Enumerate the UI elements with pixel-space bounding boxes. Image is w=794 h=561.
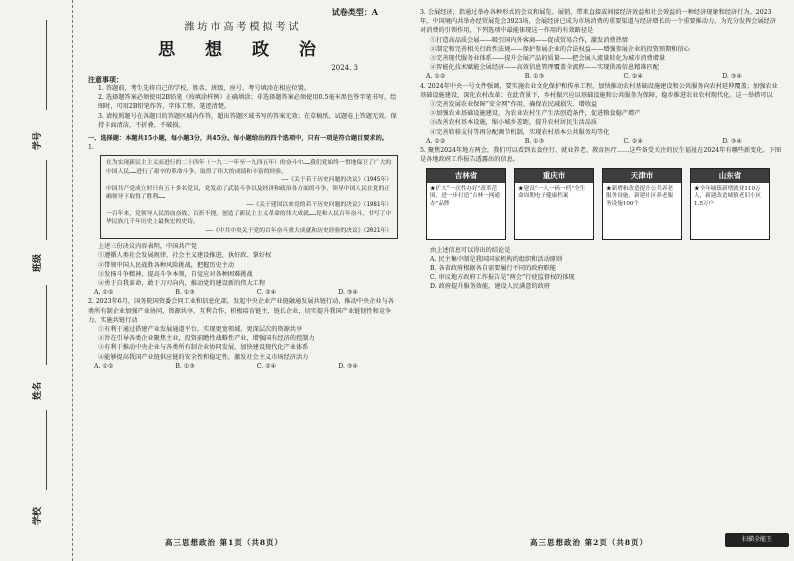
choice-c: C. ②④ [623,137,643,145]
statement: ②制定和完善相关行政性法规——保护参展企业的合法权益——增强参展企业的投资预期和信心 [430,45,690,53]
question-number: 3. [420,9,426,16]
quote-box [100,155,398,239]
choice-b: B. 各省政府根据各自需要履行不同的政府职能 [430,265,557,273]
choice-d: D. ③④ [722,73,742,81]
choice-b: B. ①③ [524,73,545,81]
quote-source: ——《关于建国以来党的若干历史问题的决议》（1981年） [246,202,392,209]
statement: ①完善发展农业保障“安全网”作用，确保农民减损失、增收益 [430,101,598,109]
question-stem [420,8,782,36]
card-text: ★新增和改造提升公共养老服务设施，新建社区养老服务设施100个 [606,185,674,208]
id-line [46,20,47,110]
statement: ①打造高品质会展——吸引国内外客商——促成贸易合作，激发消费热情 [430,36,628,44]
left-page [88,8,398,371]
card-title: 吉林省 [427,169,505,182]
statement: ④完善转移支付等再分配调节机制，实现农村基本公共服务均等化 [430,128,610,136]
question-stem: 由上述信息可以得出的结论是 [430,246,511,254]
answer-choices [88,288,398,297]
choice-d: D. ③④ [338,289,358,297]
statement: ③改善农村基本设施，缩小城乡差距，提升农村居民生活品质 [430,119,598,127]
class-line [46,160,47,240]
note-item: 3. 请按照题号在各题目的答题区域内作答，超出答题区域书写的答案无效；在草稿纸、试题卷上答题无效。保持卡面清洁，不折叠、不破损。 [98,112,397,129]
question-number: 1. [88,144,94,152]
section-title: 一、选择题：本题共15小题，每小题3分，共45分。每小题给出的四个选项中，只有一项是符合题目要求的。 [88,135,388,143]
choice-a: A. 民主集中制是我国国家机构的组织和活动原则 [430,255,563,263]
name-line [46,285,47,365]
choice-d: D. ③④ [338,362,358,370]
card-text: ★全年城镇新增就业110万人，新建改造城镇老旧小区1.5万户 [694,185,762,208]
statement: ②旨在引导各类企业聚焦主业，投资前瞻性战略性产业，增强国有经济的控制力 [98,335,315,343]
statement: ②加强农业基础设施建设，为农业农村生产生活创造条件，促进粮食稳产增产 [430,110,641,118]
choice-b: B. ①③ [175,362,195,370]
notes-title: 注意事项： [88,74,123,84]
statement: ①遵循人类社会发展规律，社会主义建设推进，执好政、掌好权 [98,252,272,260]
paper-type: 试卷类型：A [331,7,378,17]
exam-name: 潍坊市高考模拟考试 [184,22,302,34]
exam-date: 2024. 3 [331,63,358,72]
statement: ③完善现代服务业体系——提升会展产品的质量——把会展人流量转化为城市消费增量 [430,55,666,63]
name-label: 姓名 [33,381,43,400]
choice-c: C. ②④ [256,362,277,370]
subject-title: 思 想 政 治 [158,40,328,61]
choice-a: A. ①② [94,289,114,297]
choice-b: B. ①③ [524,137,545,145]
statement: ③有利于推动中央企业与各类所有制企业协同发展，加快建设现代化产业体系 [98,344,309,352]
question-number: 2. [88,298,94,306]
card-text: ★建设“一人一码一档”全生命周期电子健康档案 [518,185,586,200]
quote-source: ——《中共中央关于党的百年奋斗重大成就和历史经验的决议》（2021年） [205,227,392,234]
quote-text: 在为实现新民主主义而进行的二十四年（一九二一年至一九四五年）的奋斗中……我们党始终一贯地保卫了广大的中国人民……进行了艰辛的革命斗争，取得了伟大的成绩和丰富的经验。 [106,160,392,175]
card-title: 天津市 [603,169,681,182]
question-stem [88,297,398,325]
quote-source: ——《关于若干历史问题的决议》（1945年） [281,177,392,184]
card-title: 重庆市 [515,169,593,182]
statement: ③发扬斗争精神，提高斗争本领，自觉应对各种困难挑战 [98,270,253,278]
statement: ②带领中国人民战胜各种风险挑战，把握历史主动 [98,261,235,269]
question-text: 2023年6月，国务院国资委会同工业和信息化部，发起中央企业产业链融通发展共链行动，推动中央企业与各类所有制企业加强产业协同、资源共享、互利合作，积极培育链主、链长企业，切实提升我国产业链韧性和竞争力。实施共链行动 [88,298,394,324]
answer-choices [420,137,782,146]
question-text: 2024年中央一号文件强调，要实施农业文化保护和传承工程，加快推动农村基础设施建设和公共服务向农村延伸覆盖；加强农业基础设施建设，深化农村改革；在此背景下，乡村振兴应以基础设施和公共服务为保障，稳步推进农业农村现代化。这一举措可以 [420,82,778,99]
right-page [420,8,782,292]
choice-a: A. ①② [426,73,446,81]
card-title: 山东省 [691,169,769,182]
scanner-watermark: 扫描全能王 [725,533,789,547]
province-card [514,168,594,239]
province-cards [426,168,782,239]
quote-text: 中国共产党成立时只有五十多名党员，党发动了武装斗争以及经济和政治各方面的斗争，领导中国人民在党的正确领导下取得了胜利…… [106,185,391,201]
card-text: ★扩大“一次性办好”改革范围，进一步打造“吉林一网通办”品牌 [430,185,500,208]
question-number: 5. [420,147,426,155]
province-card [426,168,506,239]
note-item: 2. 选择题答案必须使用2B铅笔（按填涂样例）正确填涂；非选择题答案必须使用0.5毫米黑色签字笔书写，绘图时，可用2B铅笔作答，字体工整、笔迹清楚。 [98,94,397,111]
school-label: 学校 [33,506,43,525]
page-footer-right: 高三思想政治 第2页（共8页） [530,538,649,547]
province-card [602,168,682,239]
id-label: 学号 [33,131,43,150]
question-stem [420,146,782,164]
class-label: 班级 [33,253,43,272]
choice-c: C. ②④ [623,73,643,81]
page-footer-left: 高三思想政治 第1页（共8页） [165,538,284,547]
note-item: 1. 答题前，考生先将自己的学校、姓名、班级、座号、考号填涂在相应位置。 [98,85,311,93]
statement: ④勇于自我革命，敢于刀刃向内，推动党的建设新的伟大工程 [98,279,266,287]
choice-d: D. ③④ [722,137,742,145]
question-text: 聚焦2024年地方两会，我们可以看到衣食住行、就业养老、教育医疗……这些备受关注的民生福祉在2024年有哪些新变化。下图是各地政府工作报告透露出的信息。 [420,147,782,164]
choice-c: C. 审议地方政府工作报告是“两会”行使监督权的体现 [430,274,575,282]
question-number: 4. [420,82,426,90]
answer-choices [420,72,782,81]
statement: ④智能化技术赋能会展经济——高效信息管理覆盖全流程——实现供需信息精准匹配 [430,64,659,72]
answer-choices [88,362,398,371]
statement: ④能够提高我国产业链供应链的安全性和稳定性，激发社会主义市场经济活力 [98,353,309,361]
choice-b: B. ①③ [175,289,195,297]
quote-text: 一百年来，党领导人民浴血奋战、百折不挠，创造了新民主主义革命的伟大成就……党和人民百年奋斗，书写了中华民族几千年历史上最恢宏的史诗。 [106,210,392,226]
school-line [46,410,47,490]
choice-a: A. ①② [426,137,446,145]
question-text: 会展经济，指通过举办各种形式的会议和展览、展销，带来直接或间接经济效益和社会效益的一种经济现象和经济行为。2023年，中国境内共举办经贸展览会3923场，会展经济已成为市场消费的重要渠道与经济增长的一个重要推动力。为充分发挥会展经济对消费的引领作用，下列选项中最能体现这一作用的有效路径是 [420,9,777,35]
choice-d: D. 政府提升服务效能，建设人民满意的政府 [430,283,551,291]
choice-a: A. ①② [94,362,114,370]
binding-strip [0,0,73,561]
province-card [690,168,770,239]
question-stem: 上述三份决议内容表明，中国共产党 [98,243,197,251]
choice-c: C. ②④ [256,289,277,297]
statement: ①有利于通过搭建产业发展通道平台，实现更宽领域、更深层次的资源共享 [98,325,303,333]
question-stem [420,82,782,100]
